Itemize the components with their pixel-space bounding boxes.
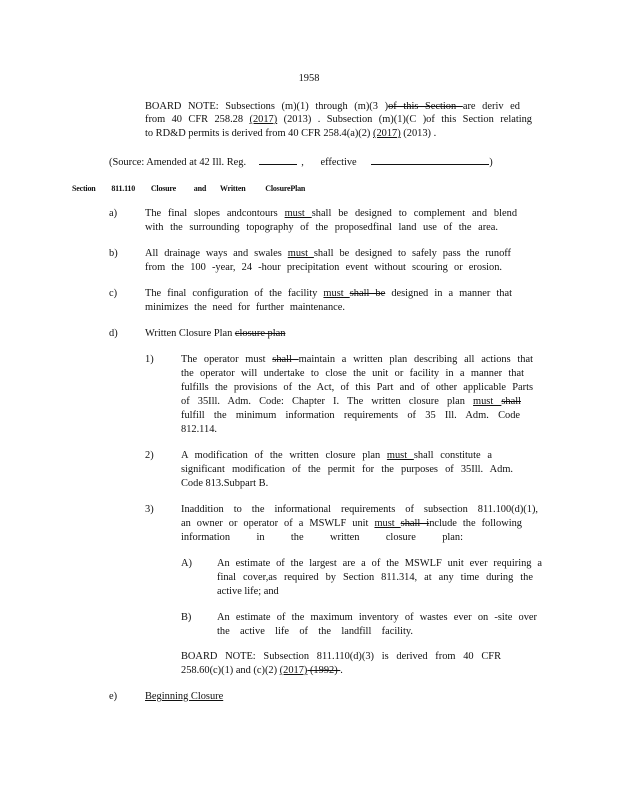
sub-2-line-2: significant modification of the permit for the purposes of 35Ill. Adm.: [181, 464, 513, 475]
heading-word: ClosurePlan: [265, 184, 306, 193]
item-a-line-1: [145, 207, 517, 221]
text-run: to RD&D permits is derived from 40 CFR 258.4(a)(2): [145, 128, 373, 139]
text-run: from 40 CFR 258.28: [145, 114, 250, 125]
sub-B-line-1: An estimate of the maximum inventory of wastes ever on -site over: [217, 612, 537, 623]
deleted-text: shall: [501, 396, 521, 407]
text-run: shall be designed to complement and blend: [311, 208, 518, 219]
inserted-text: (2017): [249, 114, 278, 125]
deleted-text: shall i: [400, 518, 430, 529]
section-label: Section: [72, 184, 96, 193]
section-number: 811.110: [111, 184, 136, 193]
inserted-text: (2017): [279, 665, 308, 676]
deleted-text: shall: [272, 354, 299, 365]
sub-3-marker: 3): [145, 504, 154, 515]
text-run: maintain a written plan describing all actions that: [298, 354, 533, 365]
text-run: 258.60(c)(1) and (c)(2): [181, 665, 280, 676]
item-e-title: Beginning Closure: [145, 691, 224, 702]
text-run: The final slopes andcontours: [145, 208, 285, 219]
item-d-title: [145, 327, 285, 341]
text-run: shall be designed to safely pass the runoff: [313, 248, 512, 259]
sub-1-line-1: [181, 353, 533, 367]
text-run: (2013) .: [400, 128, 437, 139]
text-run: The final configuration of the facility: [145, 288, 324, 299]
item-b-line-2: from the 100 -year, 24 -hour precipitation event without scouring or erosion.: [145, 262, 502, 273]
heading-word: and: [193, 184, 207, 193]
inserted-text: must: [374, 518, 401, 529]
board-note-line-2: [145, 113, 532, 127]
item-c-line-1: [145, 287, 512, 301]
item-a-line-2: with the surrounding topography of the proposedfinal land use of the area.: [145, 222, 498, 233]
deleted-text: of this Section: [388, 101, 463, 112]
text-run: are deriv ed: [462, 101, 520, 112]
text-run: shall constitute a: [413, 450, 492, 461]
source-text: (Source: Amended at 42 Ill. Reg.: [109, 157, 247, 168]
sub-2-marker: 2): [145, 450, 154, 461]
text-run: The operator must: [181, 354, 273, 365]
sub-3-line-3: information in the written closure plan:: [181, 532, 463, 543]
heading-word: Closure: [150, 184, 176, 193]
inserted-text: (2017): [373, 128, 401, 139]
text-run: designed in a manner that: [385, 288, 512, 299]
item-d-marker: d): [109, 328, 118, 339]
item-a-marker: a): [109, 208, 118, 219]
inserted-text: must: [323, 288, 350, 299]
sub-1-marker: 1): [145, 354, 154, 365]
inserted-text: must: [386, 450, 414, 461]
section-heading: [72, 182, 305, 196]
item-c-marker: c): [109, 288, 118, 299]
sub-A-marker: A): [181, 558, 192, 569]
text-run: A modification of the written closure plan: [181, 450, 387, 461]
inserted-text: must: [284, 208, 312, 219]
blank-line-reg: [259, 154, 297, 165]
text-run: BOARD NOTE: Subsections (m)(1) through (m)(3 ): [145, 101, 389, 112]
text-run: .: [340, 665, 343, 676]
sub-B-marker: B): [181, 612, 192, 623]
item-e-marker: e): [109, 691, 118, 702]
sub-1-line-2: the operator will undertake to close the unit or facility in a manner that: [181, 368, 524, 379]
board-note-bottom-line-1: BOARD NOTE: Subsection 811.110(d)(3) is derived from 40 CFR: [181, 651, 501, 662]
deleted-text: shall be: [349, 288, 386, 299]
text-run: of 35Ill. Adm. Code: Chapter I. The written closure plan: [181, 396, 474, 407]
sub-B-line-2: the active life of the landfill facility.: [217, 626, 413, 637]
sub-3-line-2: [181, 517, 522, 531]
sub-2-line-3: Code 813.Subpart B.: [181, 478, 269, 489]
deleted-text: closure plan: [234, 328, 286, 339]
sub-2-line-1: [181, 449, 492, 463]
deleted-text: (1992): [307, 665, 341, 676]
board-note-bottom-line-2: [181, 664, 343, 678]
sub-A-line-2: final cover,as required by Section 811.314, at any time during the: [217, 572, 533, 583]
inserted-text: must: [287, 248, 314, 259]
sub-1-line-6: 812.114.: [181, 424, 217, 435]
sub-A-line-3: active life; and: [217, 586, 279, 597]
item-c-line-2: minimizes the need for further maintenance.: [145, 302, 345, 313]
board-note-line-3: [145, 127, 436, 141]
board-note-line-1: [145, 100, 520, 114]
page-number: 1958: [298, 73, 320, 84]
inserted-text: must: [473, 396, 502, 407]
text-run: Written Closure Plan: [145, 328, 235, 339]
sub-A-line-1: An estimate of the largest are a of the MSWLF unit ever requiring a: [217, 558, 542, 569]
item-b-line-1: [145, 247, 511, 261]
sub-3-line-1: Inaddition to the informational requirements of subsection 811.100(d)(1),: [181, 504, 538, 515]
item-b-marker: b): [109, 248, 118, 259]
closing-paren: ): [489, 157, 493, 168]
sub-1-line-3: fulfills the provisions of the Act, of this Part and of other applicable Parts: [181, 382, 533, 393]
blank-line-date: [371, 154, 489, 165]
text-run: an owner or operator of a MSWLF unit: [181, 518, 375, 529]
sub-1-line-5: fulfill the minimum information requirements of 35 Ill. Adm. Code: [181, 410, 520, 421]
heading-word: Written: [219, 184, 246, 193]
text-run: All drainage ways and swales: [145, 248, 288, 259]
effective-label: effective: [320, 157, 357, 168]
source-line: (Source: Amended at 42 Ill. Reg. , effective ): [109, 154, 493, 170]
sub-1-line-4: [181, 395, 521, 409]
text-run: nclude the following: [429, 518, 522, 529]
text-run: (2013) . Subsection (m)(1)(C )of this Section relating: [277, 114, 532, 125]
